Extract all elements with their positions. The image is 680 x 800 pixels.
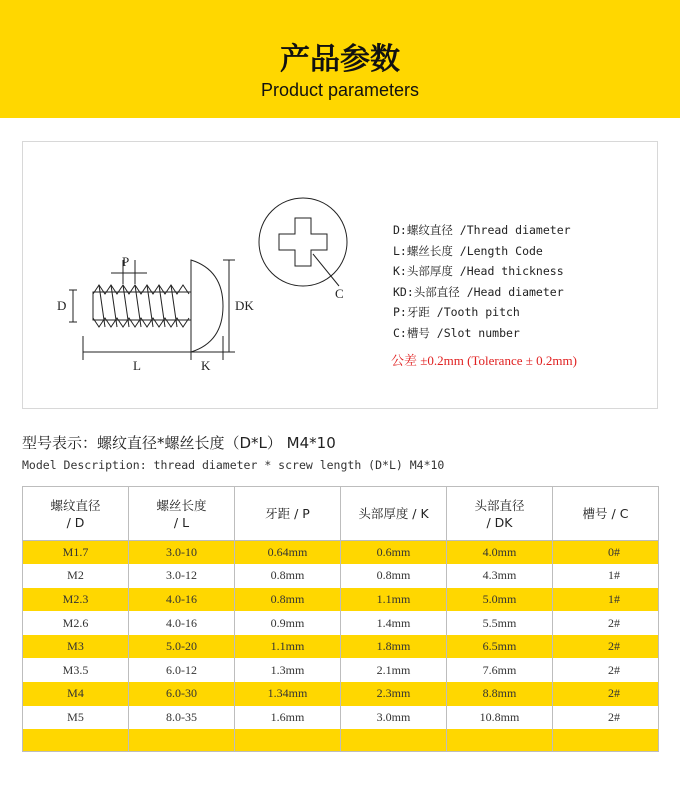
header-cell-c: 槽号 / C	[553, 487, 659, 541]
table-cell: 5.0-20	[129, 635, 235, 659]
table-cell: 0.64mm	[235, 541, 341, 565]
header-cell-dk: 头部直径 / DK	[447, 487, 553, 541]
label-D: D	[57, 298, 67, 313]
table-cell: 1.1mm	[235, 635, 341, 659]
table-cell: 4.0-16	[129, 611, 235, 635]
label-K: K	[201, 358, 211, 373]
legend-item: L:螺丝长度 /Length Code	[393, 243, 543, 258]
table-cell: 7.6mm	[447, 658, 553, 682]
screw-top-view	[259, 198, 347, 286]
header-cell-d: 螺纹直径 / D	[23, 487, 129, 541]
screw-head-top	[259, 198, 347, 286]
table-cell: 2#	[553, 635, 659, 659]
label-L: L	[133, 358, 141, 373]
label-DK: DK	[235, 298, 254, 313]
screw-head	[191, 260, 223, 352]
table-cell: 4.3mm	[447, 564, 553, 588]
table-header-row	[23, 487, 659, 541]
table-row	[23, 682, 659, 706]
label-C: C	[335, 286, 344, 301]
table-cell: M3	[23, 635, 129, 659]
table-cell: 1.8mm	[341, 635, 447, 659]
table-cell: 10.8mm	[447, 706, 553, 730]
table-cell: 5.5mm	[447, 611, 553, 635]
table-cell: 3.0-12	[129, 564, 235, 588]
dimension-legend	[393, 220, 653, 344]
table-cell: M4	[23, 682, 129, 706]
table-row	[23, 706, 659, 730]
table-cell: 0#	[553, 541, 659, 565]
table-row	[23, 564, 659, 588]
legend-item: P:牙距 /Tooth pitch	[393, 305, 520, 320]
table-cell: 1.6mm	[235, 706, 341, 730]
table-filler-row	[23, 729, 659, 751]
header-cell-p: 牙距 / P	[235, 487, 341, 541]
legend-item: K:头部厚度 /Head thickness	[393, 264, 564, 279]
screw-shank	[93, 292, 191, 320]
table-cell: 6.5mm	[447, 635, 553, 659]
table-cell: M2	[23, 564, 129, 588]
table-cell: 6.0-30	[129, 682, 235, 706]
table-cell: 2.3mm	[341, 682, 447, 706]
table-cell: 3.0mm	[341, 706, 447, 730]
model-description-en: Model Description: thread diameter * screw length (D*L) M4*10	[22, 458, 445, 472]
table-cell: 2#	[553, 611, 659, 635]
table-row	[23, 611, 659, 635]
cross-slot	[279, 218, 327, 266]
table-cell: 0.8mm	[235, 564, 341, 588]
table-cell: 1#	[553, 588, 659, 612]
legend-item: KD:头部直径 /Head diameter	[393, 284, 564, 299]
screw-diagram-panel	[22, 141, 658, 409]
header-cell-k: 头部厚度 / K	[341, 487, 447, 541]
table-cell: 3.0-10	[129, 541, 235, 565]
table-cell: M2.6	[23, 611, 129, 635]
table-row	[23, 635, 659, 659]
table-cell: 0.8mm	[235, 588, 341, 612]
table-cell: 6.0-12	[129, 658, 235, 682]
table-cell: 8.8mm	[447, 682, 553, 706]
table-cell: 2.1mm	[341, 658, 447, 682]
table-cell: 2#	[553, 682, 659, 706]
label-P: P	[122, 254, 130, 269]
table-cell: 4.0-16	[129, 588, 235, 612]
table-cell: 5.0mm	[447, 588, 553, 612]
thread-top	[93, 285, 189, 294]
table-row	[23, 658, 659, 682]
model-description-cn: 型号表示：螺纹直径*螺丝长度（D*L） M4*10	[22, 434, 336, 452]
spec-table	[22, 486, 659, 752]
table-cell: 0.9mm	[235, 611, 341, 635]
table-cell: 1.34mm	[235, 682, 341, 706]
tolerance-note: 公差 ±0.2mm (Tolerance ± 0.2mm)	[391, 353, 577, 368]
table-cell: 4.0mm	[447, 541, 553, 565]
table-row	[23, 541, 659, 565]
table-cell: 1.4mm	[341, 611, 447, 635]
legend-item: D:螺纹直径 /Thread diameter	[393, 223, 571, 237]
table-cell: 0.8mm	[341, 564, 447, 588]
table-cell: M3.5	[23, 658, 129, 682]
page-subtitle: Product parameters	[260, 80, 420, 100]
slot-leader	[313, 254, 339, 286]
page-title: 产品参数	[280, 42, 400, 77]
table-cell: 1.3mm	[235, 658, 341, 682]
table-cell: M1.7	[23, 541, 129, 565]
table-cell: 8.0-35	[129, 706, 235, 730]
table-cell: 2#	[553, 706, 659, 730]
table-cell: 2#	[553, 658, 659, 682]
table-cell: 0.6mm	[341, 541, 447, 565]
screw-side-view	[69, 260, 235, 360]
table-cell: 1.1mm	[341, 588, 447, 612]
table-cell: 1#	[553, 564, 659, 588]
header-cell-l: 螺丝长度 / L	[129, 487, 235, 541]
table-cell: M5	[23, 706, 129, 730]
header-banner	[0, 0, 680, 118]
table-row	[23, 588, 659, 612]
table-cell: M2.3	[23, 588, 129, 612]
legend-item: C:槽号 /Slot number	[393, 325, 520, 340]
